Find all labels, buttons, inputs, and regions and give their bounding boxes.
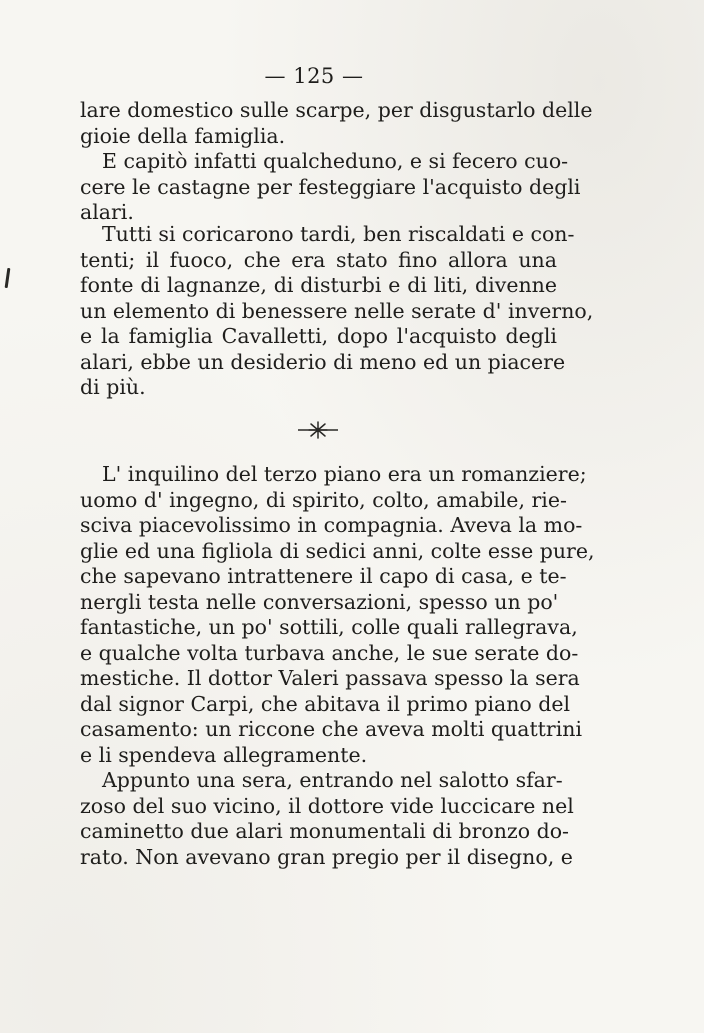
text-line: un elemento di benessere nelle serate d' inverno,: [80, 298, 594, 323]
text-line: di più.: [80, 375, 146, 399]
text-line: alari, ebbe un desiderio di meno ed un piacere: [80, 349, 566, 374]
text-line: sciva piacevolissimo in compagnia. Aveva la mo-: [80, 513, 583, 537]
text-line: alari.: [80, 200, 134, 224]
section-divider-ornament: [296, 418, 340, 442]
text-line: cere le castagne per festeggiare l'acquisto degli: [80, 174, 581, 199]
margin-ink-mark: [5, 268, 11, 288]
text-line: Appunto una sera, entrando nel salotto sfar-: [102, 768, 563, 792]
text-line: mestiche. Il dottor Valeri passava spesso la sera: [80, 666, 580, 690]
text-line: L' inquilino del terzo piano era un romanziere;: [102, 462, 587, 486]
paragraph-3: [80, 462, 595, 870]
text-line: e qualche volta turbava anche, le sue serate do-: [80, 640, 579, 665]
text-line: tenti; il fuoco, che era stato fino allora una: [80, 247, 557, 272]
text-line: dal signor Carpi, che abitava il primo piano del: [80, 691, 571, 716]
text-line: e la famiglia Cavalletti, dopo l'acquisto degli: [80, 324, 557, 348]
paragraph-1: [80, 98, 593, 226]
text-line: Tutti si coricarono tardi, ben riscaldati e con-: [102, 222, 575, 246]
paragraph-2: [80, 222, 594, 401]
text-line: fonte di lagnanze, di disturbi e di liti, divenne: [80, 273, 557, 297]
text-line: nergli testa nelle conversazioni, spesso un po': [80, 589, 559, 614]
text-line: glie ed una figliola di sedici anni, colte esse pure,: [80, 538, 595, 563]
text-line: zoso del suo vicino, il dottore vide luccicare nel: [80, 793, 574, 818]
text-line: E capitò infatti qualcheduno, e si fecero cuo-: [102, 149, 569, 173]
text-line: casamento: un riccone che aveva molti quattrini: [80, 717, 583, 741]
text-line: rato. Non avevano gran pregio per il disegno, e: [80, 844, 573, 869]
page-number: — 125 —: [264, 64, 364, 88]
text-line: e li spendeva allegramente.: [80, 742, 368, 767]
text-line: fantastiche, un po' sottili, colle quali rallegrava,: [80, 615, 578, 639]
text-line: uomo d' ingegno, di spirito, colto, amabile, rie-: [80, 487, 567, 512]
text-line: caminetto due alari monumentali di bronzo do-: [80, 819, 569, 843]
text-line: gioie della famiglia.: [80, 123, 286, 148]
text-line: lare domestico sulle scarpe, per disgustarlo delle: [80, 98, 593, 122]
text-line: che sapevano intrattenere il capo di casa, e te-: [80, 564, 567, 588]
